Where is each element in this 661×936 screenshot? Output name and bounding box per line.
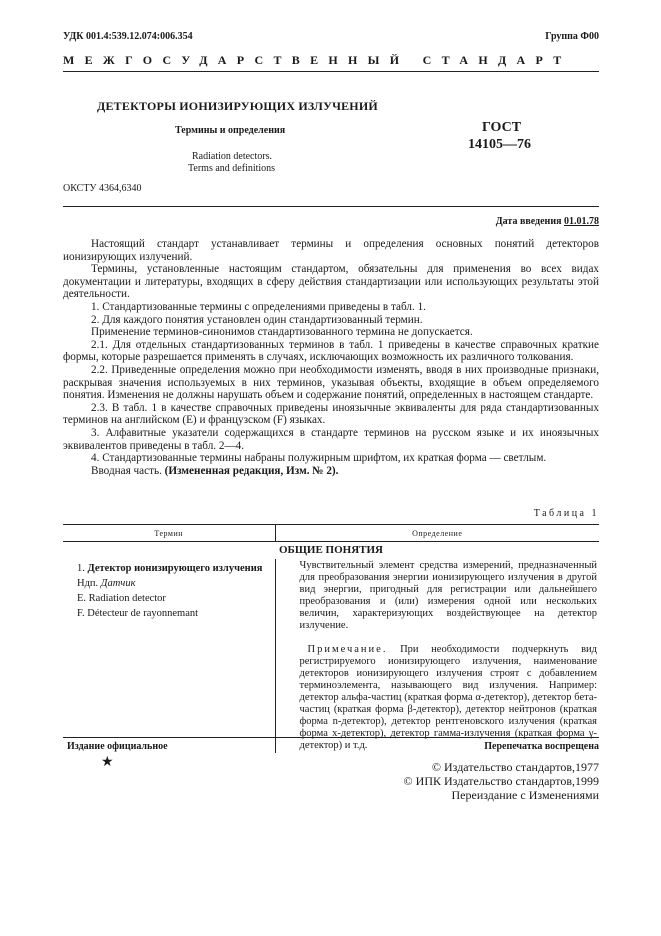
doc-title: ДЕТЕКТОРЫ ИОНИЗИРУЮЩИХ ИЗЛУЧЕНИЙ [97, 99, 378, 113]
paragraph: Настоящий стандарт устанавливает термины и определения основных понятий детекторов ионизирующих излучений. [63, 238, 599, 263]
term-deprecated: Ндп. Датчик [77, 578, 136, 589]
table-bottom-rule [63, 737, 599, 738]
paragraph: 4. Стандартизованные термины набраны полужирным шрифтом, их краткая форма — светлым. [91, 452, 547, 465]
paragraph: 2.1. Для отдельных стандартизованных терминов в табл. 1 приведены в качестве справочных краткие формы, которые разрешается применять в случаях, исключающих возможность их различного толкования. [63, 338, 599, 364]
gost-label: ГОСТ [482, 120, 522, 135]
english-title-line2: Terms and definitions [188, 163, 276, 174]
intro-date: Дата введения 01.01.78 [495, 216, 599, 227]
reissue-note: Переиздание с Изменениями [451, 788, 599, 802]
banner-rule [63, 71, 599, 72]
star-icon: ★ [101, 755, 114, 770]
reprint-notice: Перепечатка воспрещена [484, 741, 599, 752]
paragraph: 1. Стандартизованные термины с определениями приведены в табл. 1. [91, 300, 426, 313]
definition-text: Чувствительный элемент средства измерений, предназначенный для преобразования энергии ионизирующего излучения в другой вид энергии, пригодный для регистрации или дальнейшего преобразования и (или) измерения одной или нескольких величин, характеризующих воздействующее на детектор излучение. [299, 560, 597, 631]
definition-note: Примечание. При необходимости подчеркнуть вид регистрируемого ионизирующего излучения, наименование детекторов ионизирующего излучения строят с добавлением терминоэлемента, называющего вид излучения. Например: детектор альфа-частиц (краткая форма α-детектор), детектор бета-частиц (краткая форма β-детектор), детектор нейтронов (краткая форма n-детектор), детектор рентгеновского излучения (краткая форма x-детектор), детектор гамма-излучения (краткая форма γ-детектор) и т.д. [299, 644, 598, 751]
copyright-1977: © Издательство стандартов,1977 [431, 760, 599, 774]
title-rule [63, 206, 599, 207]
paragraph: 2.2. Приведенные определения можно при необходимости изменять, вводя в них производные признаки, раскрывая значения используемых в них терминов, указывая объекты, входящие в объем определяемого понятия. Изменения не должны нарушать объем и содержание понятий, определенных в настоящем стандарте. [63, 363, 599, 402]
gost-number: 14105—76 [468, 137, 531, 152]
group-code: Группа Ф00 [545, 31, 599, 42]
copyright-1999: © ИПК Издательство стандартов,1999 [403, 774, 599, 788]
term-title: 1. Детектор ионизирующего излучения [77, 563, 263, 574]
paragraph: 2. Для каждого понятия установлен один стандартизованный термин. [91, 313, 423, 326]
section-heading: ОБЩИЕ ПОНЯТИЯ [278, 544, 383, 556]
okstu-code: ОКСТУ 4364,6340 [63, 183, 142, 194]
paragraph: 3. Алфавитные указатели содержащихся в стандарте терминов на русском языке и их иноязычных эквивалентов приведены в табл. 2—4. [63, 426, 599, 452]
column-header-term: Термин [63, 525, 275, 542]
definition-cell [275, 559, 599, 753]
table-caption: Таблица 1 [533, 508, 599, 519]
official-edition: Издание официальное [67, 741, 168, 752]
udk-code: УДК 001.4:539.12.074:006.354 [63, 31, 193, 42]
column-header-definition: Определение [275, 525, 599, 542]
english-title-line1: Radiation detectors. [192, 151, 272, 162]
paragraph: 2.3. В табл. 1 в качестве справочных приведены иноязычные эквиваленты для ряда стандартизованных терминов на английском (E) и французском (F) языках. [63, 401, 599, 427]
doc-subtitle: Термины и определения [175, 125, 286, 136]
term-cell [63, 559, 275, 753]
paragraph: Применение терминов-синонимов стандартизованного термина не допускается. [91, 326, 473, 339]
body-text [63, 238, 599, 477]
term-english: E. Radiation detector [77, 593, 166, 604]
table-row [63, 559, 599, 753]
paragraph: Термины, установленные настоящим стандартом, обязательны для применения во всех видах документации и литературы, входящих в сферу действия стандартизации или использующих результаты этой деятельности. [63, 263, 599, 301]
term-french: F. Détecteur de rayonnemant [77, 608, 199, 619]
terms-table [63, 524, 599, 753]
intro-part-note: Вводная часть. (Измененная редакция, Изм. № 2). [91, 464, 339, 477]
standard-banner: МЕЖГОСУДАРСТВЕННЫЙ СТАНДАРТ [63, 53, 572, 67]
